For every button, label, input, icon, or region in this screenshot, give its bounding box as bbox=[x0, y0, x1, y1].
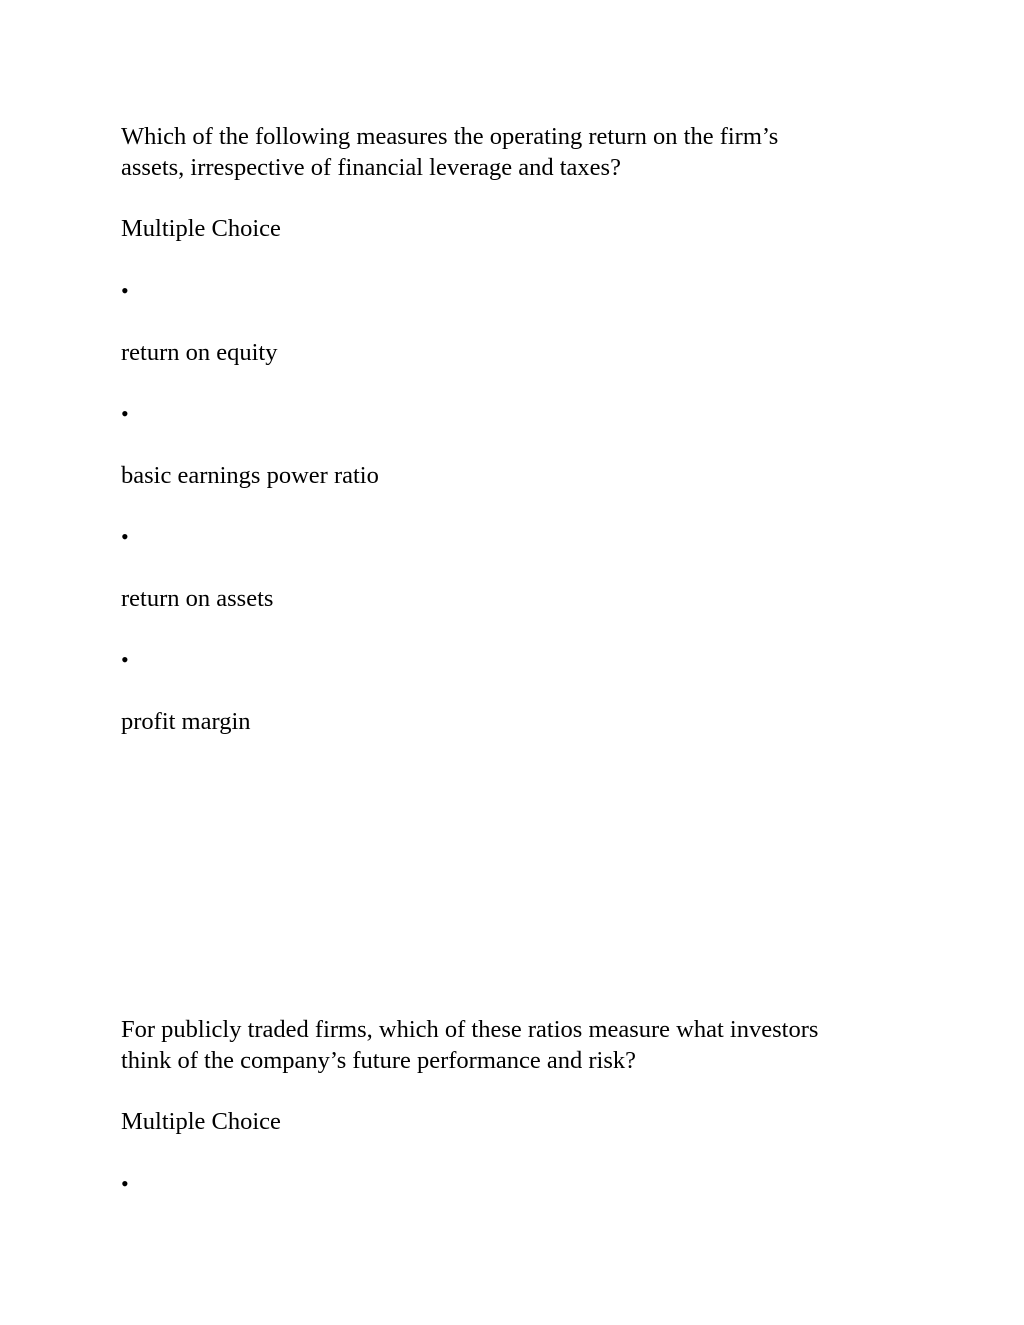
question-2-option-1-bullet: • bbox=[121, 1171, 129, 1196]
question-1-option-3: return on assets bbox=[121, 585, 274, 612]
question-1-type-label: Multiple Choice bbox=[121, 215, 281, 242]
question-2-type-label: Multiple Choice bbox=[121, 1108, 281, 1135]
question-1-option-1: return on equity bbox=[121, 339, 278, 366]
question-1-option-4-bullet: • bbox=[121, 647, 129, 672]
question-1-prompt-line-1: Which of the following measures the operating return on the firm’s bbox=[121, 123, 779, 150]
question-1-option-1-bullet: • bbox=[121, 278, 129, 303]
question-2-prompt-line-1: For publicly traded firms, which of these ratios measure what investors bbox=[121, 1016, 819, 1043]
question-1-option-2: basic earnings power ratio bbox=[121, 462, 379, 489]
question-1-option-3-bullet: • bbox=[121, 524, 129, 549]
question-1-option-4: profit margin bbox=[121, 708, 251, 735]
question-1-prompt-line-2: assets, irrespective of financial leverage and taxes? bbox=[121, 154, 621, 181]
question-1-option-2-bullet: • bbox=[121, 401, 129, 426]
question-2-prompt-line-2: think of the company’s future performance and risk? bbox=[121, 1047, 637, 1074]
